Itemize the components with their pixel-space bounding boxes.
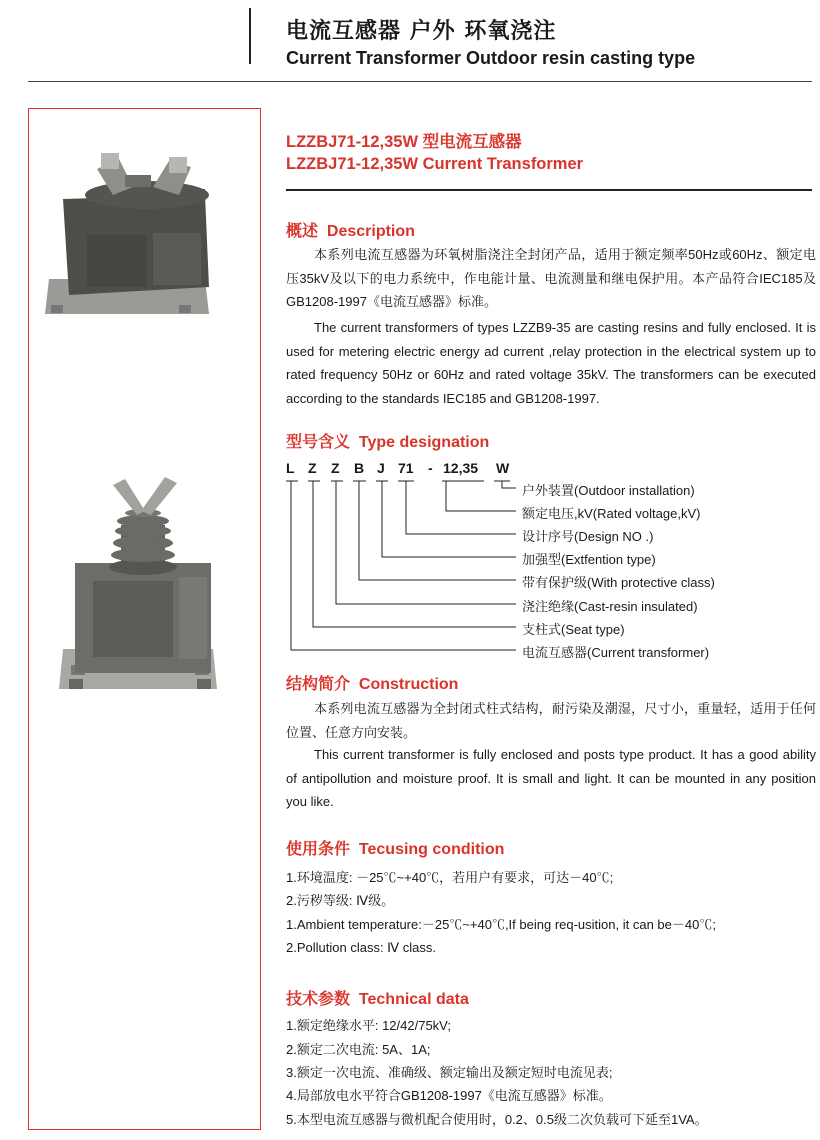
- condition-line: 1.环境温度: －25℃~+40℃，若用户有要求，可达－40℃;: [286, 870, 614, 885]
- conditions-heading-en: Tecusing condition: [358, 841, 505, 858]
- construction-heading: [286, 671, 458, 694]
- technical-heading-en: Technical data: [358, 991, 469, 1008]
- code-letter: 12,35: [443, 460, 479, 476]
- code-letter: Z: [308, 460, 317, 476]
- construction-para-cn: 本系列电流互感器为全封闭式柱式结构，耐污染及潮湿，尺寸小，重量轻，适用于任何位置、任意方向安装。: [286, 701, 816, 740]
- construction-heading-en: Construction: [358, 676, 459, 693]
- designation-item: 支柱式(Seat type): [522, 622, 625, 637]
- technical-line: 5.本型电流互感器与微机配合使用时，0.2、0.5级二次负载可下延至1VA。: [286, 1112, 708, 1127]
- code-letter: 71: [398, 460, 414, 476]
- condition-line: 2.Pollution class: Ⅳ class.: [286, 940, 437, 955]
- designation-item: 设计序号(Design NO .): [522, 529, 654, 544]
- technical-line: 4.局部放电水平符合GB1208-1997《电流互感器》标准。: [286, 1088, 612, 1103]
- product-title-en: LZZBJ71-12,35W Current Transformer: [286, 155, 584, 173]
- designation-heading-cn: 型号含义: [286, 434, 351, 451]
- product-title-cn: LZZBJ71-12,35W 型电流互感器: [286, 133, 522, 151]
- designation-item: 户外装置(Outdoor installation): [522, 483, 695, 498]
- code-letter: J: [377, 460, 385, 476]
- conditions-heading-cn: 使用条件: [286, 841, 351, 858]
- condition-line: 1.Ambient temperature:－25℃~+40℃,If being req-usition, it can be－40℃;: [286, 917, 716, 932]
- condition-line: 2.污秽等级: Ⅳ级。: [286, 893, 395, 908]
- code-letter: B: [354, 460, 365, 476]
- designation-item: 额定电压,kV(Rated voltage,kV): [522, 506, 701, 521]
- code-letter: L: [286, 460, 295, 476]
- designation-heading-en: Type designation: [358, 434, 490, 451]
- designation-item: 加强型(Extfention type): [522, 552, 656, 567]
- description-para-cn: 本系列电流互感器为环氧树脂浇注全封闭产品，适用于额定频率50Hz或60Hz、额定电压35kV及以下的电力系统中，作电能计量、电流测量和继电保护用。本产品符合IEC185及GB1208-1997《电流互感器》标准。: [286, 247, 816, 309]
- technical-line: 1.额定绝缘水平: 12/42/75kV;: [286, 1018, 451, 1033]
- technical-heading: [286, 986, 469, 1009]
- description-para-en: The current transformers of types LZZB9-35 are casting resins and fully enclosed. It is used for metering electric energy ad current ,relay protection in the electrical system up to rated frequency 50Hz or 60Hz and rated voltage 35kV. The transformers can be executed according to the standards IEC185 and GB1208-1997.: [286, 320, 816, 406]
- technical-heading-cn: 技术参数: [286, 991, 351, 1008]
- page-title-cn: 电流互感器 户外 环氧浇注: [286, 19, 557, 44]
- technical-line: 3.额定一次电流、准确级、额定输出及额定短时电流见表;: [286, 1065, 613, 1080]
- code-letter: -: [428, 460, 433, 476]
- description-heading-en: Description: [326, 223, 415, 240]
- construction-heading-cn: 结构简介: [286, 676, 351, 693]
- description-heading-cn: 概述: [286, 223, 319, 240]
- designation-item: 带有保护级(With protective class): [522, 575, 715, 590]
- code-letter: Z: [331, 460, 340, 476]
- technical-line: 2.额定二次电流: 5A、1A;: [286, 1042, 431, 1057]
- construction-para-en: This current transformer is fully enclosed and posts type product. It has a good ability of antipollution and moisture proof. It is small and light. It can be mounted in any position you like.: [286, 747, 816, 809]
- code-letter: W: [496, 460, 510, 476]
- page-title-en: Current Transformer Outdoor resin casting type: [286, 48, 696, 68]
- conditions-heading: [286, 836, 504, 859]
- designation-item: 浇注绝缘(Cast-resin insulated): [522, 599, 698, 614]
- designation-item: 电流互感器(Current transformer): [522, 645, 710, 660]
